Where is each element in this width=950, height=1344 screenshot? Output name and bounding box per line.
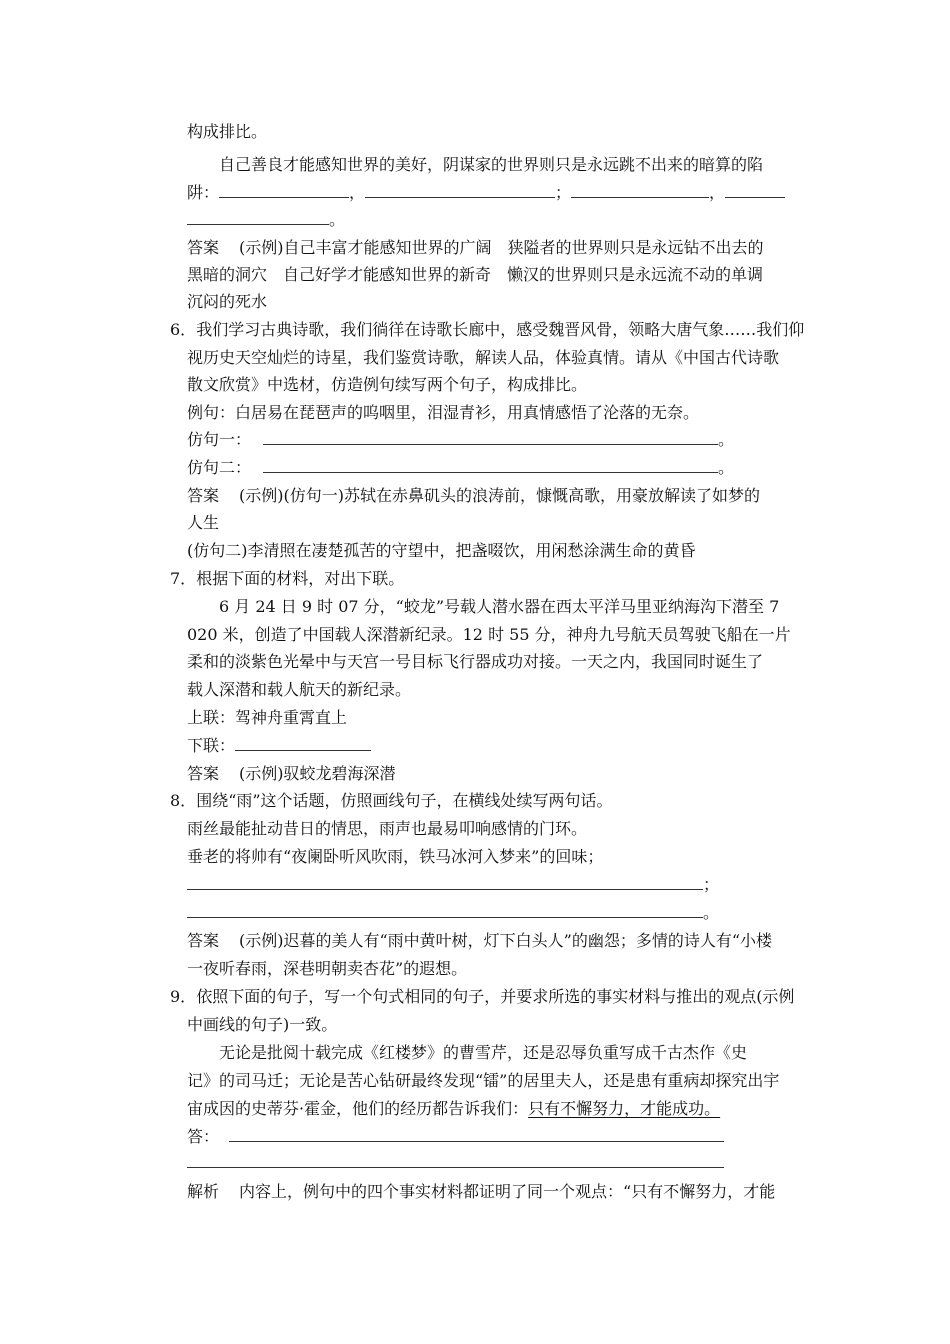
q6-fang2-line (187, 458, 734, 478)
q9-analysis-label: 解析 (187, 1182, 220, 1201)
q8-answer-text1: (示例)迟暮的美人有“雨中黄叶树，灯下白头人”的幽怨；多情的诗人有“小楼 (239, 931, 773, 950)
q8-text1: 围绕“雨”这个话题，仿照画线句子，在横线处续写两句话。 (196, 791, 613, 810)
q7-material2: 020 米，创造了中国载人深潜新纪录。12 时 55 分，神舟九号航天员驾驶飞船在一片 (187, 625, 791, 644)
q8-period: 。 (703, 903, 720, 922)
q6-fang1-line (187, 430, 734, 450)
q5-semicolon: ； (555, 183, 572, 202)
q5-prompt-start: 阱： (187, 183, 220, 202)
q7-lower-blank[interactable] (235, 736, 371, 751)
q8-blank-1[interactable] (187, 875, 703, 890)
q5-blank-2[interactable] (365, 183, 555, 198)
q9-underlined-sentence: 只有不懈努力，才能成功。 (528, 1099, 721, 1118)
q5-blank-3[interactable] (571, 183, 709, 198)
q8-blank-line2 (187, 903, 719, 923)
q9-answer-blank-1[interactable] (229, 1127, 724, 1142)
q6-example: 例句：白居易在琵琶声的呜咽里，泪湿青衫，用真情感悟了沦落的无奈。 (187, 403, 700, 422)
q6-fang2-label: 仿句二： (187, 458, 252, 477)
q8-answer-label: 答案 (187, 931, 220, 950)
q9-answer-line2 (187, 1153, 724, 1173)
q7-material4: 载人深潜和载人航天的新纪录。 (187, 680, 412, 699)
q6-answer-text1: (示例)(仿句一)苏轼在赤鼻矶头的浪涛前，慷慨高歌，用豪放解读了如梦的 (239, 486, 760, 505)
q8-line1 (170, 791, 613, 811)
q6-text1: 我们学习古典诗歌，我们徜徉在诗歌长廊中，感受魏晋风骨，领略大唐气象……我们仰 (196, 320, 805, 339)
q9-answer-blank-2[interactable] (187, 1153, 724, 1168)
q7-material3: 柔和的淡紫色光晕中与天宫一号目标飞行器成功对接。一天之内，我国同时诞生了 (187, 652, 764, 671)
q8-line3: 垂老的将帅有“夜阑卧听风吹雨，铁马冰河入梦来”的回味； (187, 847, 604, 866)
q8-answer-line1 (187, 931, 772, 951)
q8-semicolon: ； (703, 875, 720, 894)
q6-answer-line3: (仿句二)李清照在凄楚孤苦的守望中，把盏啜饮，用闲愁涂满生命的黄昏 (187, 541, 696, 560)
q6-fang1-blank[interactable] (263, 430, 718, 445)
q6-fang2-blank[interactable] (263, 458, 718, 473)
q9-answer-line (187, 1127, 724, 1147)
q6-answer-line1 (187, 486, 760, 506)
q8-answer-line2: 一夜听春雨，深巷明朝卖杏花”的遐想。 (187, 959, 468, 978)
q7-lower-label: 下联： (187, 736, 236, 755)
q9-line2: 中画线的句子)一致。 (187, 1015, 338, 1034)
q5-blank-4-cont[interactable] (187, 210, 329, 225)
q7-text1: 根据下面的材料，对出下联。 (196, 569, 405, 588)
q5-period: 。 (329, 210, 346, 229)
q5-answer-line1 (187, 238, 764, 258)
q5-comma-1: ， (349, 183, 366, 202)
q6-fang1-label: 仿句一： (187, 430, 252, 449)
q5-prompt-line3 (187, 210, 345, 230)
q7-answer-label: 答案 (187, 764, 220, 783)
q6-line1 (170, 320, 804, 340)
q9-answer-label: 答： (187, 1127, 220, 1146)
q9-number: 9． (170, 987, 197, 1006)
q6-answer-label: 答案 (187, 486, 220, 505)
q5-answer-label: 答案 (187, 238, 220, 257)
q9-material2: 记》的司马迁；无论是苦心钻研最终发现“镭”的居里夫人，还是患有重病却探究出宇 (187, 1071, 780, 1090)
q9-material3-text: 宙成因的史蒂芬·霍金，他们的经历都告诉我们： (187, 1099, 529, 1118)
q7-material1: 6 月 24 日 9 时 07 分，“蛟龙”号载人潜水器在西太平洋马里亚纳海沟下潜至 7 (219, 597, 780, 616)
q5-blank-4[interactable] (725, 183, 785, 198)
q6-fang1-period: 。 (718, 430, 735, 449)
q5-answer-line2: 黑暗的洞穴 自己好学才能感知世界的新奇 懒汉的世界则只是永远流不动的单调 (187, 265, 764, 284)
q8-number: 8． (170, 791, 197, 810)
q9-material3 (187, 1099, 720, 1119)
q6-line3: 散文欣赏》中选材，仿造例句续写两个句子，构成排比。 (187, 375, 588, 394)
q9-analysis-text: 内容上，例句中的四个事实材料都证明了同一个观点：“只有不懈努力，才能 (239, 1182, 776, 1201)
q6-answer-line2: 人生 (187, 513, 220, 532)
q9-material1: 无论是批阅十载完成《红楼梦》的曹雪芹，还是忍辱负重写成千古杰作《史 (219, 1043, 748, 1062)
q7-upper: 上联：驾神舟重霄直上 (187, 708, 348, 727)
q6-fang2-period: 。 (718, 458, 735, 477)
q5-prompt-line2 (187, 183, 785, 203)
q7-lower-line (187, 736, 371, 756)
q5-tail: 构成排比。 (187, 122, 268, 141)
q6-line2: 视历史天空灿烂的诗星，我们鉴赏诗歌，解读人品，体验真情。请从《中国古代诗歌 (187, 348, 780, 367)
q8-blank-line1 (187, 875, 719, 895)
q9-text1: 依照下面的句子，写一个句式相同的句子，并要求所选的事实材料与推出的观点(示例 (196, 987, 795, 1006)
q7-answer-line (187, 764, 396, 784)
q5-answer-line3: 沉闷的死水 (187, 292, 268, 311)
q5-prompt-line1: 自己善良才能感知世界的美好，阴谋家的世界则只是永远跳不出来的暗算的陷 (219, 155, 764, 174)
q5-blank-1[interactable] (219, 183, 349, 198)
q8-line2: 雨丝最能扯动昔日的情思，雨声也最易叩响感情的门环。 (187, 819, 588, 838)
q9-line1 (170, 987, 794, 1007)
q7-line1 (170, 569, 404, 589)
q7-number: 7． (170, 569, 197, 588)
q5-answer-text1: (示例)自己丰富才能感知世界的广阔 狭隘者的世界则只是永远钻不出去的 (239, 238, 764, 257)
q6-number: 6． (170, 320, 197, 339)
q5-comma-2: ， (709, 183, 726, 202)
q8-blank-2[interactable] (187, 903, 703, 918)
q7-answer-text: (示例)驭蛟龙碧海深潜 (239, 764, 396, 783)
q9-analysis-line (187, 1182, 775, 1202)
